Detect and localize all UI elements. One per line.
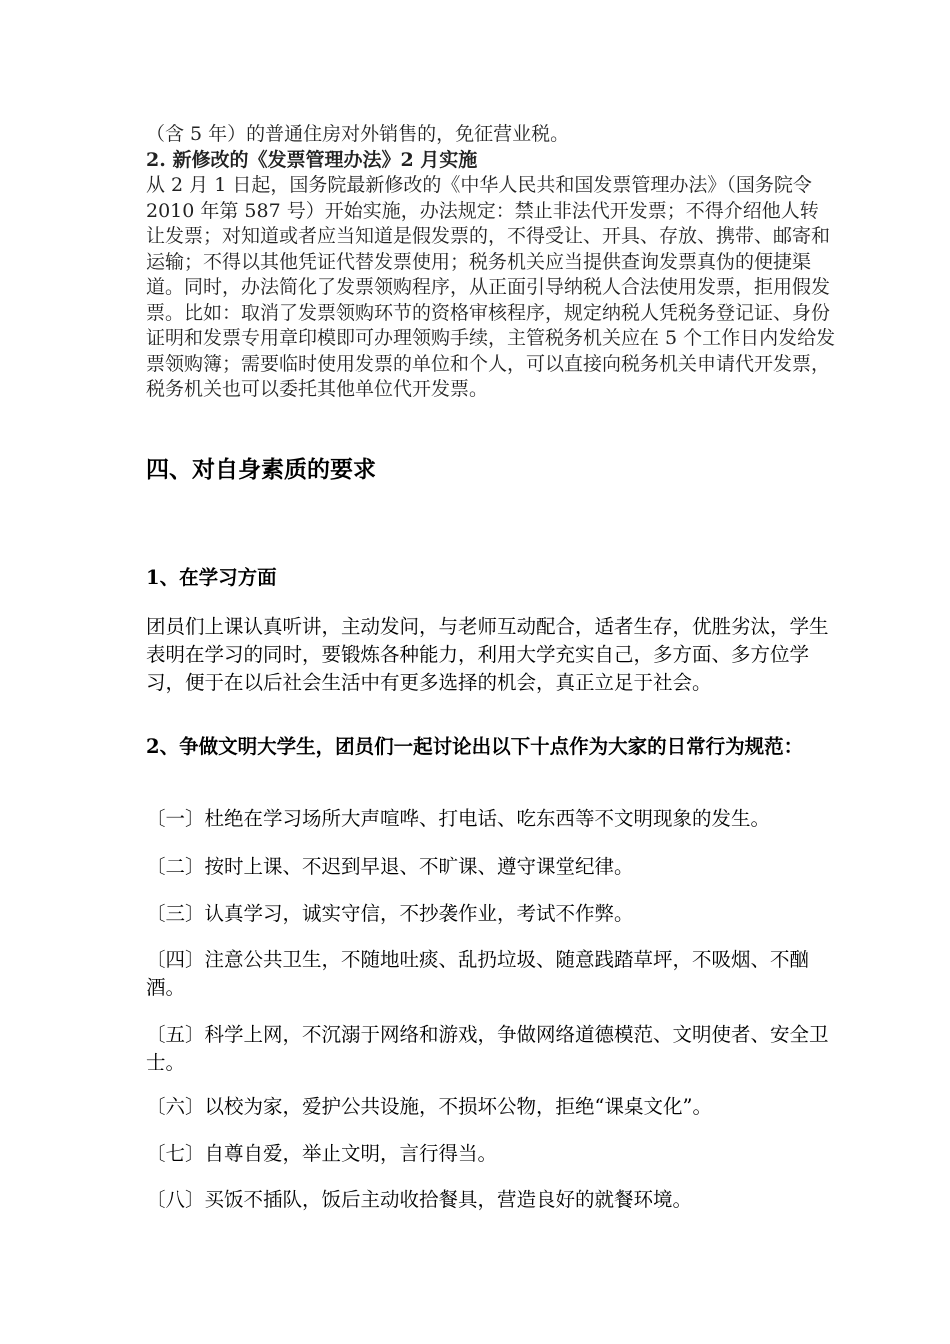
list-item: 〔八〕买饭不插队，饭后主动收拾餐具，营造良好的就餐环境。 [146, 1188, 693, 1211]
list-item: 〔三〕认真学习，诚实守信，不抄袭作业，考试不作弊。 [146, 902, 634, 925]
list-item: 〔一〕杜绝在学习场所大声喧哗、打电话、吃东西等不文明现象的发生。 [146, 807, 771, 830]
continuation-text: （含 5 年）的普通住房对外销售的，免征营业税。 [146, 123, 570, 145]
list-item: 〔四〕注意公共卫生，不随地吐痰、乱扔垃圾、随意践踏草坪，不吸烟、不酗酒。 [146, 948, 810, 999]
invoice-body: 从 2 月 1 日起，国务院最新修改的《中华人民共和国发票管理办法》（国务院令 2010 年第 587 号）开始实施，办法规定：禁止非法代开发票；不得介绍他人转让发票；对知道或者应当知道是假发票的，不得受让、开具、存放、携带、邮寄和运输；不得以其他凭证代替发票使用；税务机关应当提供查询发票真伪的便捷渠道。同时，办法简化了发票领购程序，从正面引导纳税人合法使用发票，拒用假发票。比如：取消了发票领购环节的资格审核程序，规定纳税人凭税务登记证、身份证明和发票专用章印模即可办理领购手续，主管税务机关应在 5 个工作日内发给发票领购簿；需要临时使用发票的单位和个人，可以直接向税务机关申请代开发票，税务机关也可以委托其他单位代开发票。 [146, 174, 836, 400]
invoice-heading: 2. 新修改的《发票管理办法》2 月实施 [146, 148, 478, 171]
study-heading: 1、在学习方面 [146, 566, 277, 589]
study-body: 团员们上课认真听讲，主动发问，与老师互动配合，适者生存，优胜劣汰，学生表明在学习的同时，要锻炼各种能力，利用大学充实自己，多方面、多方位学习，便于在以后社会生活中有更多选择的机会，真正立足于社会。 [146, 615, 829, 694]
section-title: 四、对自身素质的要求 [146, 456, 376, 483]
list-item: 〔二〕按时上课、不迟到早退、不旷课、遵守课堂纪律。 [146, 855, 634, 878]
list-item: 〔六〕以校为家，爱护公共设施，不损坏公物，拒绝“课桌文化”。 [146, 1095, 712, 1118]
list-item: 〔七〕自尊自爱，举止文明，言行得当。 [146, 1142, 498, 1165]
conduct-heading: 2、争做文明大学生，团员们一起讨论出以下十点作为大家的日常行为规范： [146, 735, 804, 758]
list-item: 〔五〕科学上网，不沉溺于网络和游戏，争做网络道德模范、文明使者、安全卫士。 [146, 1023, 829, 1074]
tax-section [146, 122, 836, 403]
